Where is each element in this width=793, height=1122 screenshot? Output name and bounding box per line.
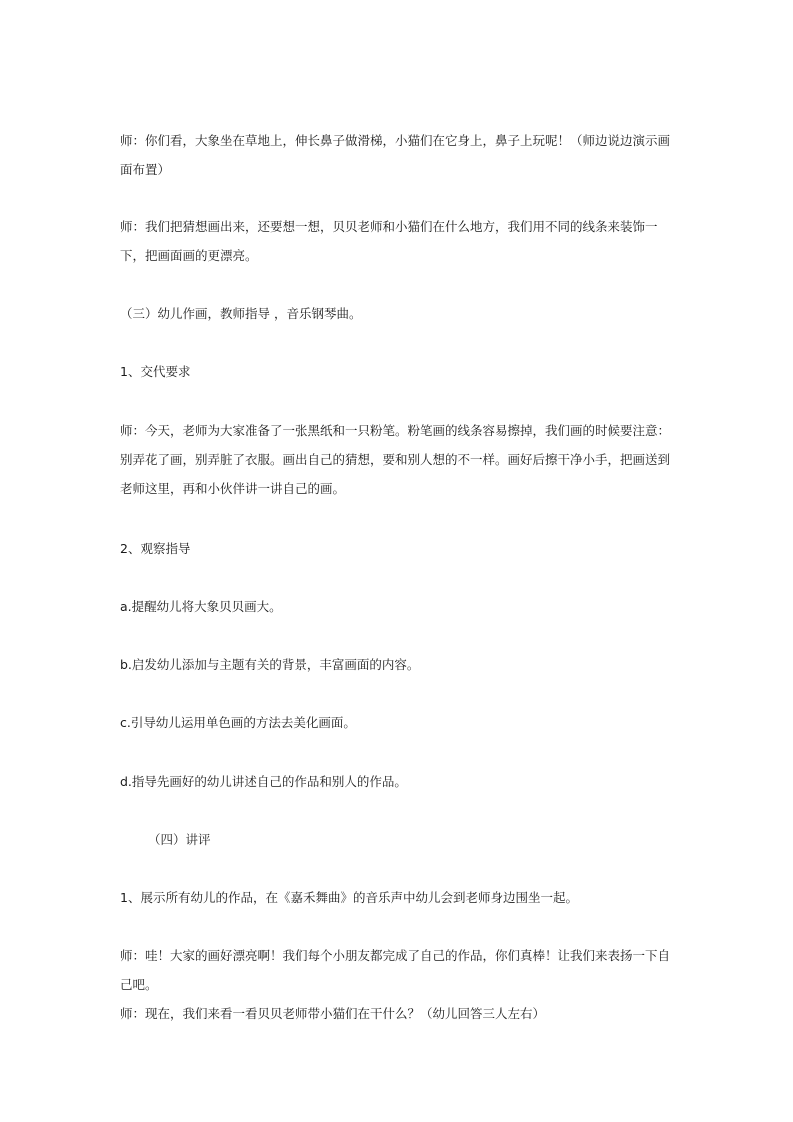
- paragraph-teacher-look: 师：你们看，大象坐在草地上，伸长鼻子做滑梯，小猫们在它身上，鼻子上玩呢！（师边说边演示画面布置）: [120, 133, 671, 177]
- subheading-requirements: 1、交代要求: [120, 364, 191, 379]
- section-heading-three: （三）幼儿作画，教师指导 ，音乐钢琴曲。: [120, 306, 362, 321]
- list-item-a: a.提醒幼儿将大象贝贝画大。: [120, 599, 282, 614]
- paragraph-teacher-today: 师：今天，老师为大家准备了一张黑纸和一只粉笔。粉笔画的线条容易擦掉，我们画的时候要注意：别弄花了画，别弄脏了衣服。画出自己的猜想，要和别人想的不一样。画好后擦干净小手，把画送到老师这里，再和小伙伴讲一讲自己的画。: [120, 423, 671, 496]
- paragraph-teacher-draw-guess: 师：我们把猜想画出来，还要想一想，贝贝老师和小猫们在什么地方，我们用不同的线条来装饰一下，把画面画的更漂亮。: [120, 219, 658, 263]
- list-item-b: b.启发幼儿添加与主题有关的背景，丰富画面的内容。: [120, 657, 420, 672]
- paragraph-show-works: 1、展示所有幼儿的作品，在《嘉禾舞曲》的音乐声中幼儿会到老师身边围坐一起。: [120, 890, 578, 905]
- section-heading-four: （四）讲评: [148, 832, 211, 847]
- paragraph-teacher-now: 师：现在，我们来看一看贝贝老师带小猫们在干什么？（幼儿回答三人左右）: [120, 1006, 546, 1021]
- paragraph-teacher-wow: 师：哇！大家的画好漂亮啊！我们每个小朋友都完成了自己的作品，你们真棒！让我们来表扬一下自己吧。: [120, 948, 671, 992]
- list-item-d: d.指导先画好的幼儿讲述自己的作品和别人的作品。: [120, 774, 407, 789]
- list-item-c: c.引导幼儿运用单色画的方法去美化画面。: [120, 715, 356, 730]
- subheading-observation: 2、观察指导: [120, 541, 191, 556]
